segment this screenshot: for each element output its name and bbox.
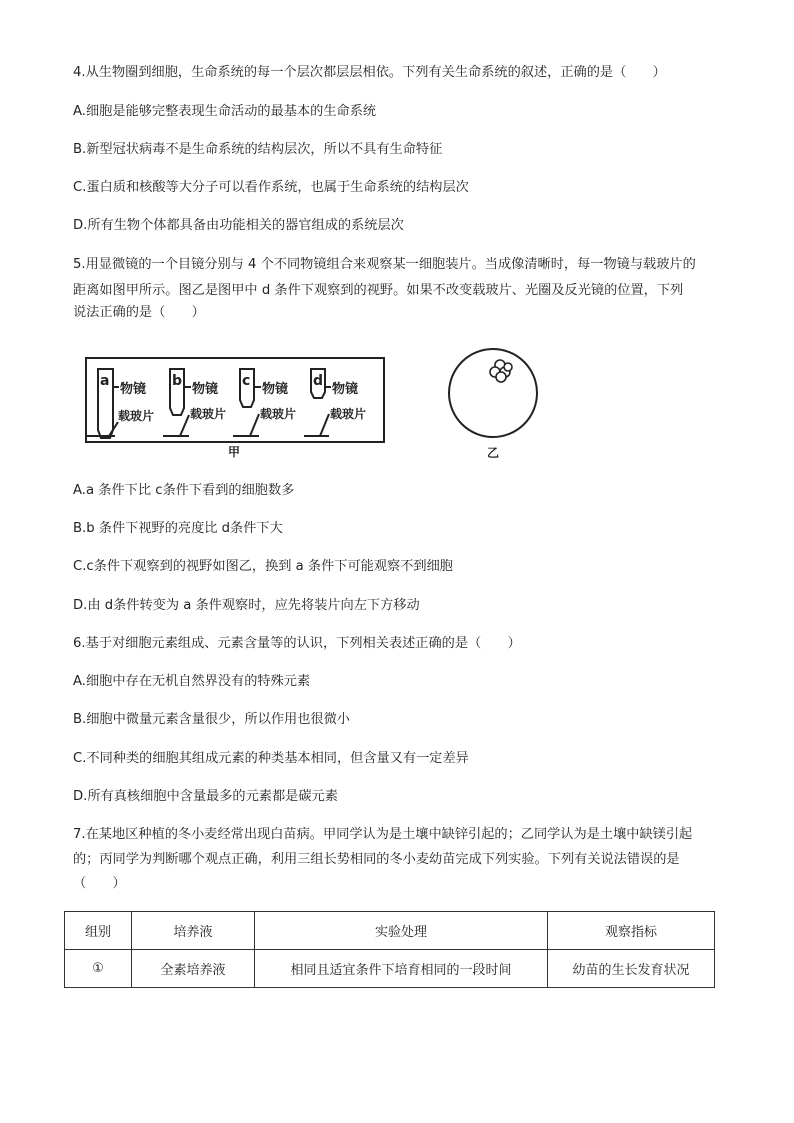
q5-option-a: A.a 条件下比 c条件下看到的细胞数多 xyxy=(73,483,295,498)
slide-label-a: 载玻片 xyxy=(118,409,155,423)
slide-label-b: 载玻片 xyxy=(190,407,227,421)
q5-option-c: C.c条件下观察到的视野如图乙，换到 a 条件下可能观察不到细胞 xyxy=(73,559,453,574)
figure-jia-diagram xyxy=(85,340,385,460)
q6-option-a: A.细胞中存在无机自然界没有的特殊元素 xyxy=(73,674,311,689)
objective-label-a: 物镜 xyxy=(120,382,147,397)
q4-option-d: D.所有生物个体都具备由功能相关的器官组成的系统层次 xyxy=(73,218,404,233)
q6-option-d: D.所有真核细胞中含量最多的元素都是碳元素 xyxy=(73,789,338,804)
cell-cluster-icon xyxy=(490,360,512,382)
q7-experiment-table xyxy=(64,911,715,988)
objective-label-c: 物镜 xyxy=(262,382,289,397)
q5-option-b: B.b 条件下视野的亮度比 d条件下大 xyxy=(73,521,283,536)
objective-letter-d: d xyxy=(313,373,324,389)
q4-option-b: B.新型冠状病毒不是生命系统的结构层次，所以不具有生命特征 xyxy=(73,142,443,157)
q4-option-c: C.蛋白质和核酸等大分子可以看作系统，也属于生命系统的结构层次 xyxy=(73,180,469,195)
table-cell-treatment: 相同且适宜条件下培育相同的一段时间 xyxy=(255,950,548,988)
figure-yi-field-of-view xyxy=(445,347,545,462)
table-header-treatment: 实验处理 xyxy=(255,912,548,950)
table-header-row xyxy=(65,912,715,950)
figure-jia-caption: 甲 xyxy=(228,445,241,459)
table-row xyxy=(65,950,715,988)
q5-option-d: D.由 d条件转变为 a 条件观察时，应先将装片向左下方移动 xyxy=(73,598,420,613)
objective-label-d: 物镜 xyxy=(332,382,359,397)
q6-option-b: B.细胞中微量元素含量很少，所以作用也很微小 xyxy=(73,712,350,727)
objective-letter-b: b xyxy=(172,373,183,389)
q6-stem: 6.基于对细胞元素组成、元素含量等的认识，下列相关表述正确的是（ ） xyxy=(73,636,521,651)
table-header-group: 组别 xyxy=(65,912,132,950)
table-cell-indicator: 幼苗的生长发育状况 xyxy=(548,950,715,988)
figure-yi-caption: 乙 xyxy=(487,446,500,460)
q4-option-a: A.细胞是能够完整表现生命活动的最基本的生命系统 xyxy=(73,104,377,119)
table-cell-group: ① xyxy=(65,950,132,988)
objective-label-b: 物镜 xyxy=(192,382,219,397)
slide-label-d: 载玻片 xyxy=(330,407,367,421)
q5-stem-line-2: 距离如图甲所示。图乙是图甲中 d 条件下观察到的视野。如果不改变载玻片、光圈及反光镜的位置，下列 xyxy=(73,283,684,298)
q4-stem: 4.从生物圈到细胞，生命系统的每一个层次都层层相依。下列有关生命系统的叙述，正确的是（ ） xyxy=(73,65,666,80)
objective-letter-a: a xyxy=(100,373,110,389)
table-header-indicator: 观察指标 xyxy=(548,912,715,950)
table-cell-medium: 全素培养液 xyxy=(132,950,255,988)
objective-letter-c: c xyxy=(242,373,251,389)
q7-stem-line-1: 7.在某地区种植的冬小麦经常出现白苗病。甲同学认为是土壤中缺锌引起的；乙同学认为是土壤中缺镁引起 xyxy=(73,827,693,842)
q5-stem-line-3: 说法正确的是（ ） xyxy=(73,305,205,320)
q7-stem-line-2: 的；丙同学为判断哪个观点正确，利用三组长势相同的冬小麦幼苗完成下列实验。下列有关说法错误的是 xyxy=(73,852,680,867)
q6-option-c: C.不同种类的细胞其组成元素的种类基本相同，但含量又有一定差异 xyxy=(73,751,469,766)
q5-stem-line-1: 5.用显微镜的一个目镜分别与 4 个不同物镜组合来观察某一细胞装片。当成像清晰时，每一物镜与载玻片的 xyxy=(73,257,696,272)
table-header-medium: 培养液 xyxy=(132,912,255,950)
slide-label-c: 载玻片 xyxy=(260,407,297,421)
q7-stem-line-3: （ ） xyxy=(73,876,126,891)
